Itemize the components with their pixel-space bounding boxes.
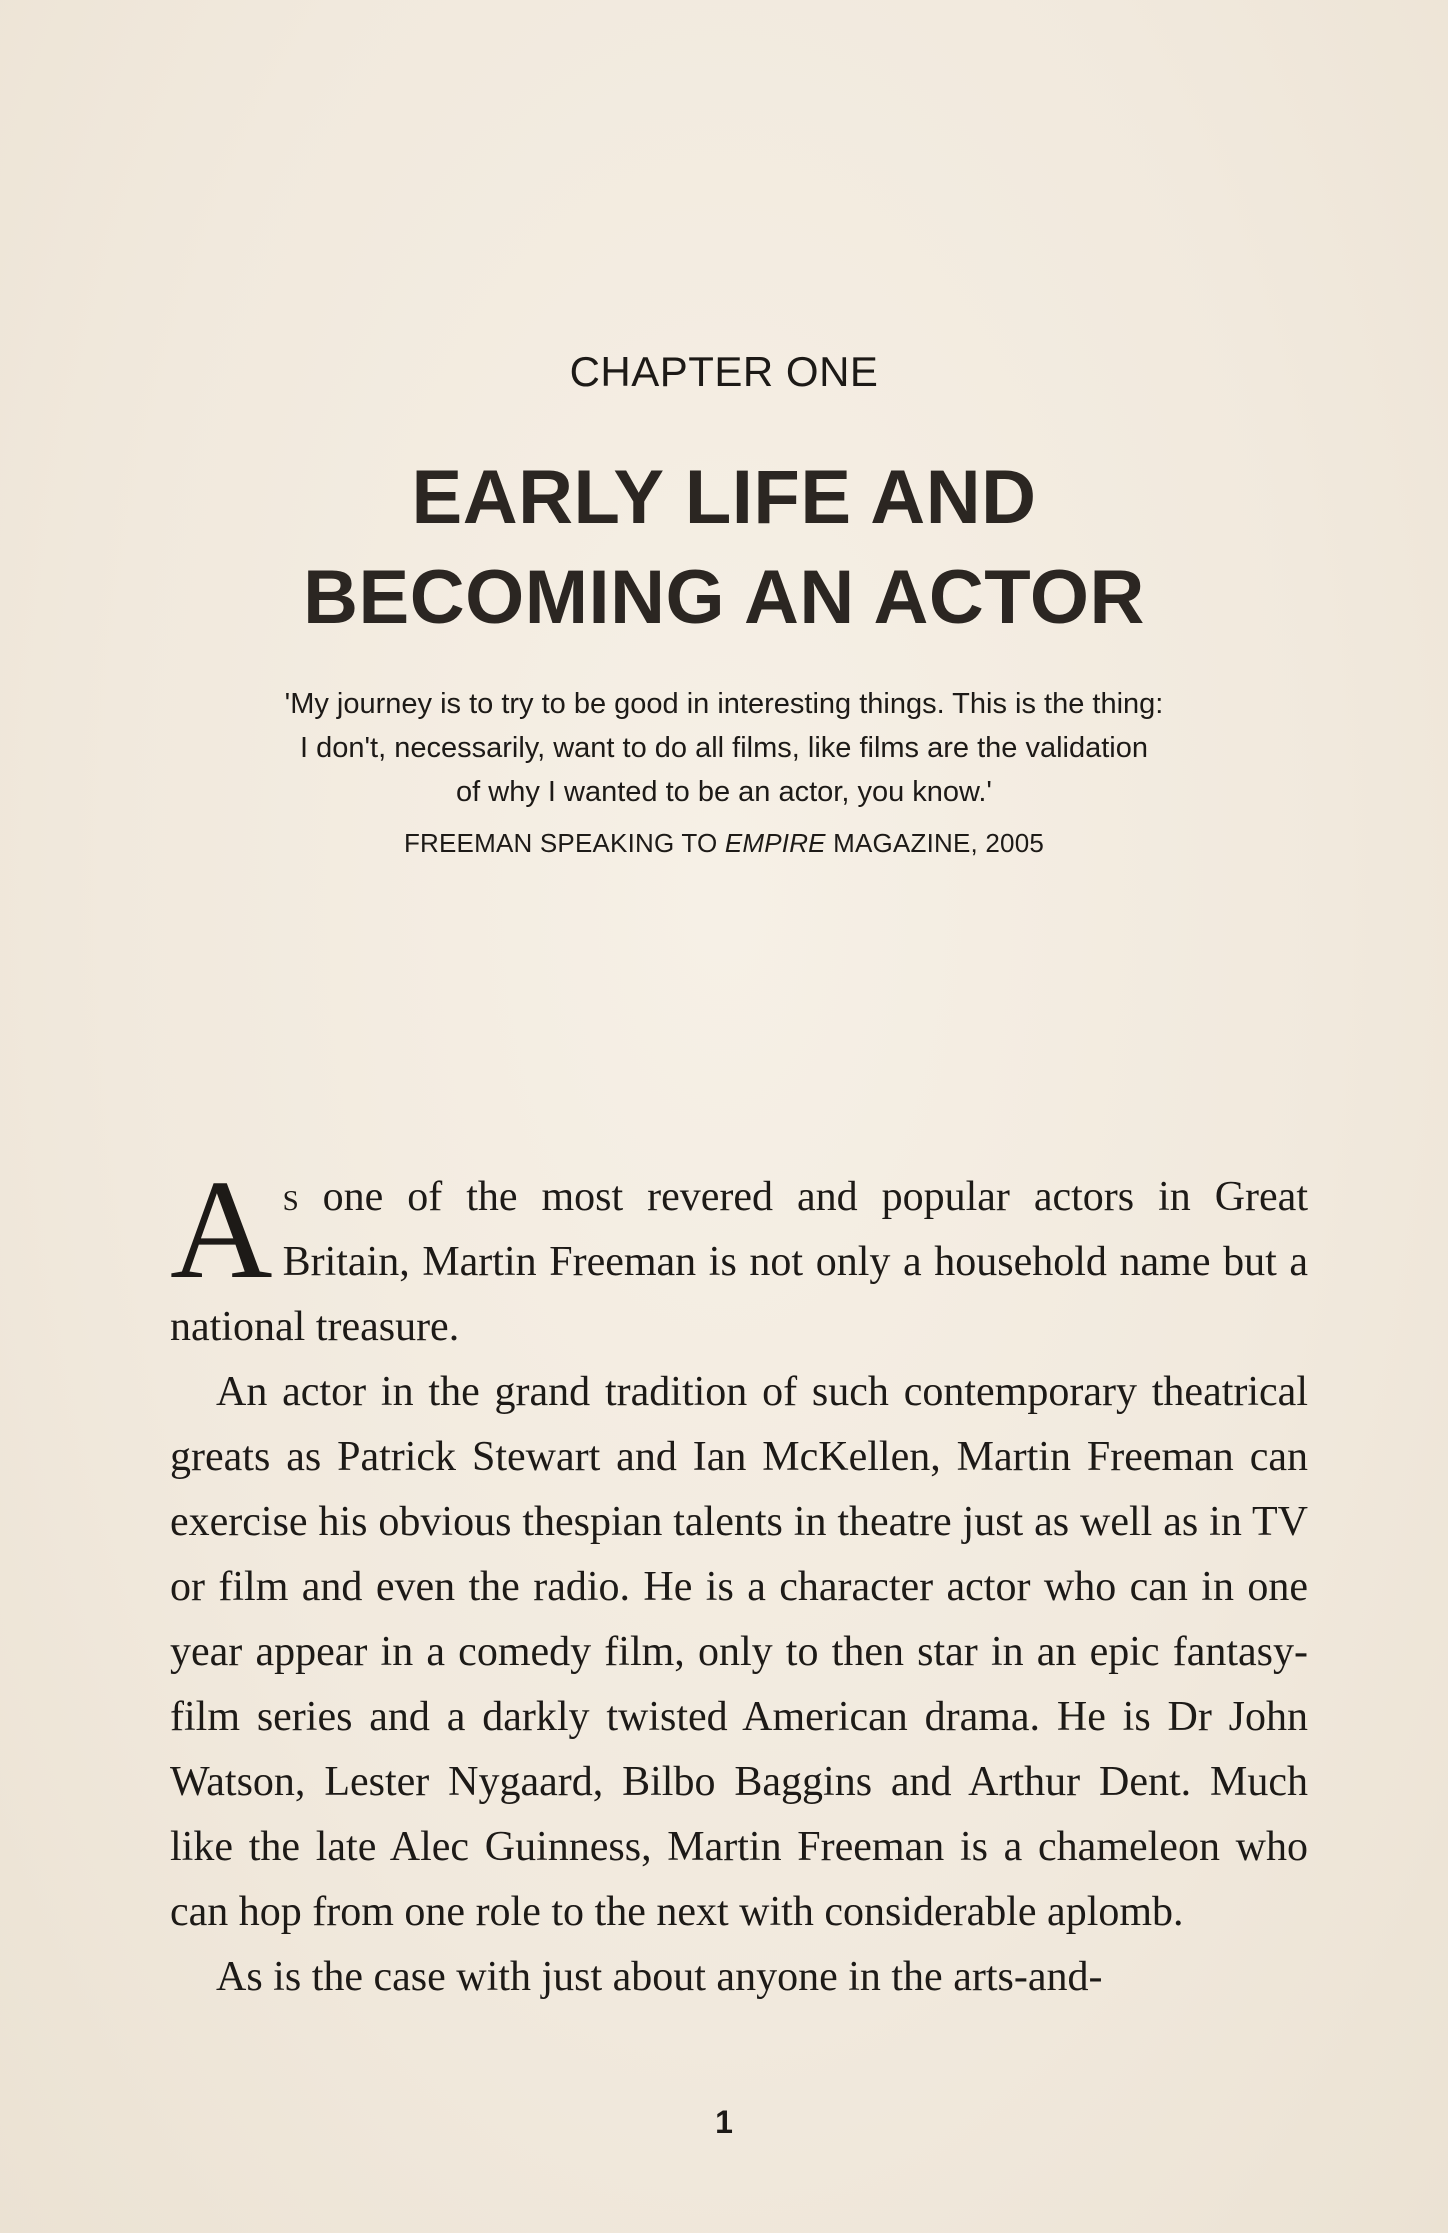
drop-cap: A: [170, 1150, 273, 1308]
body-text: [170, 1150, 1308, 2010]
first-word-small-caps: s: [282, 1174, 299, 1220]
attribution-publication: EMPIRE: [724, 828, 826, 858]
epigraph-line-1: 'My journey is to try to be good in interesting things. This is the thing:: [284, 688, 1164, 720]
epigraph-quote: [150, 682, 1298, 814]
paragraph-2: An actor in the grand tradition of such contemporary theatrical greats as Patrick Stewart and Ian McKellen, Martin Freeman can exercise his obvious thespian talents in theatre just as well as in TV or film and even the radio. He is a character actor who can in one year appear in a comedy film, only to then star in an epic fantasy-film series and a darkly twisted American drama. He is Dr John Watson, Lester Nygaard, Bilbo Baggins and Arthur Dent. Much like the late Alec Guinness, Martin Freeman is a chameleon who can hop from one role to the next with considerable aplomb.: [170, 1369, 1308, 1935]
attribution-prefix: FREEMAN SPEAKING TO: [403, 828, 725, 858]
epigraph-line-3: of why I wanted to be an actor, you know.': [456, 776, 992, 808]
page-number: 1: [715, 2104, 733, 2140]
paragraph-1-text: one of the most revered and popular actors in Great Britain, Martin Freeman is not only a household name but a national treasure.: [170, 1174, 1308, 1350]
chapter-title-line-1: EARLY LIFE AND: [411, 455, 1037, 540]
attribution-suffix: MAGAZINE, 2005: [825, 828, 1045, 858]
epigraph-attribution: [0, 828, 1448, 859]
chapter-label: CHAPTER ONE: [569, 348, 879, 395]
paragraph-1: [170, 1150, 1308, 1360]
chapter-title: [0, 448, 1448, 648]
epigraph-line-2: I don't, necessarily, want to do all films, like films are the validation: [300, 732, 1148, 764]
paragraph-3: As is the case with just about anyone in the arts-and-: [216, 1954, 1103, 2000]
chapter-title-line-2: BECOMING AN ACTOR: [303, 555, 1145, 640]
